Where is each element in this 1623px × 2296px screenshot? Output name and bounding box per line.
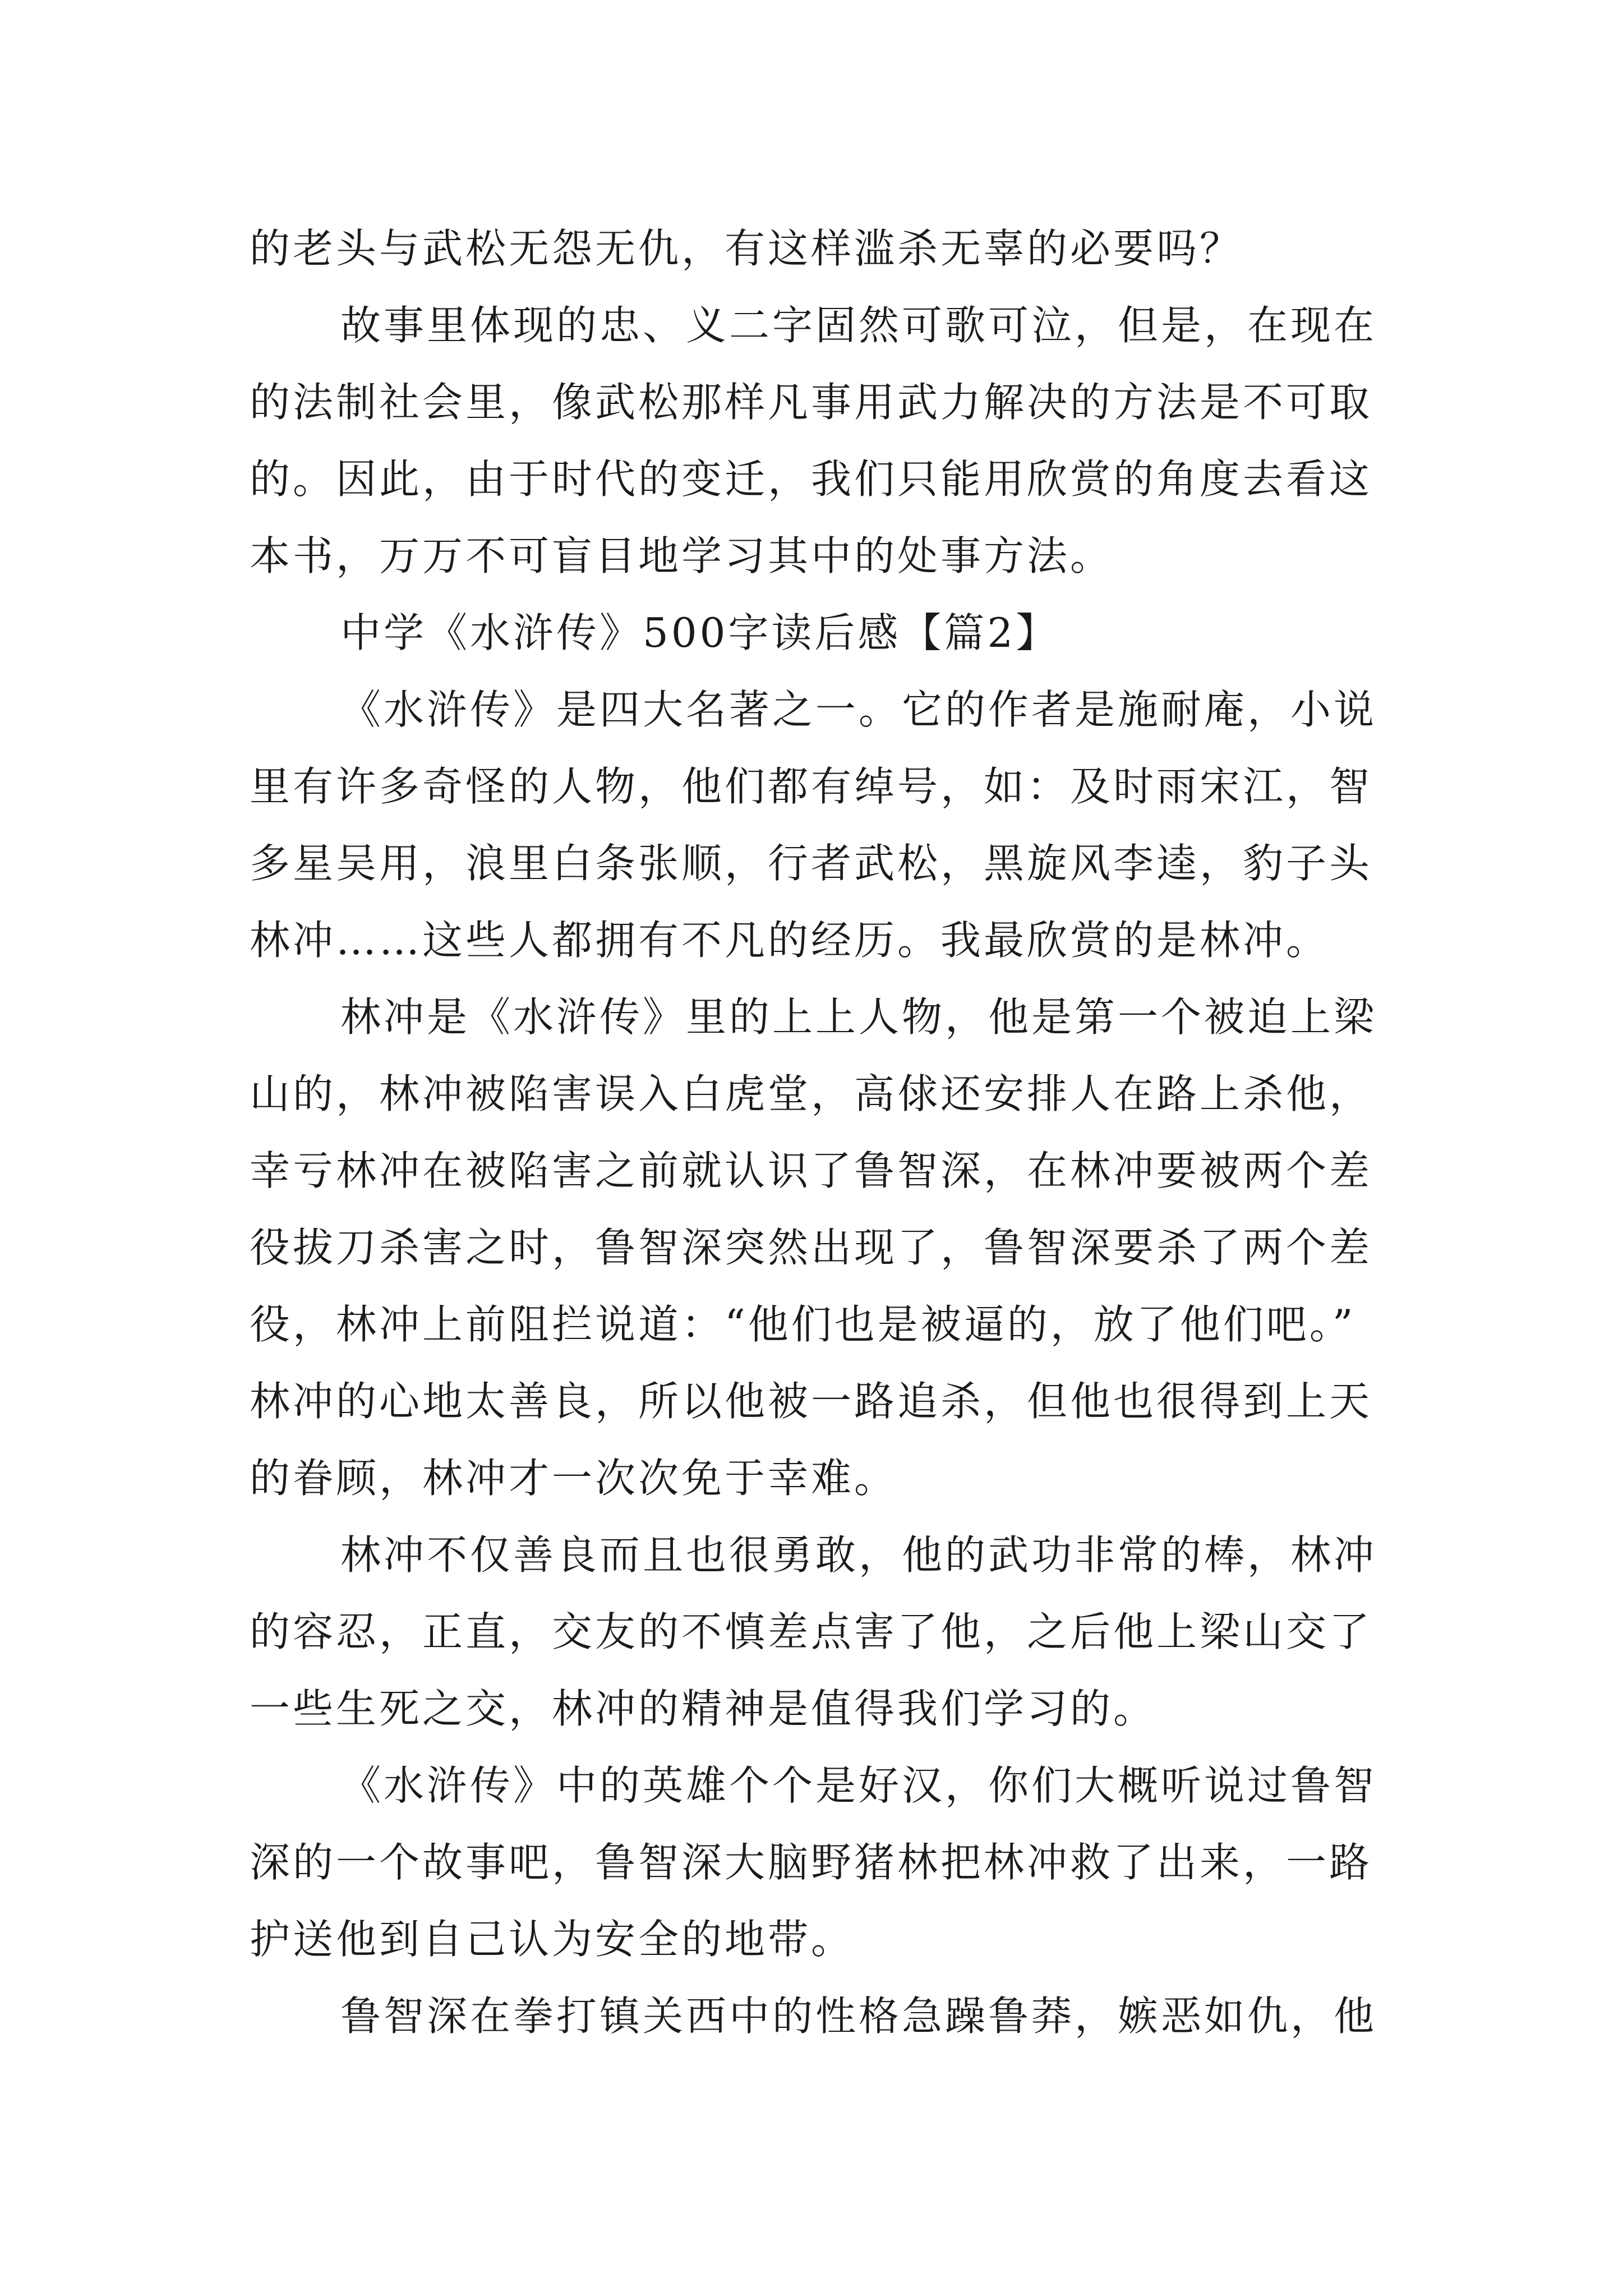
paragraph-start-line: 《水浒传》中的英雄个个是好汉，你们大概听说过鲁智 <box>340 1762 1377 1809</box>
text-line: 役拔刀杀害之时，鲁智深突然出现了，鲁智深要杀了两个差 <box>250 1224 1373 1271</box>
text-line: 的法制社会里，像武松那样凡事用武力解决的方法是不可取 <box>250 379 1373 426</box>
paragraph-start-line: 鲁智深在拳打镇关西中的性格急躁鲁莽，嫉恶如仇，他 <box>340 1993 1377 2040</box>
text-line: 林冲……这些人都拥有不凡的经历。我最欣赏的是林冲。 <box>250 917 1330 964</box>
text-line: 的。因此，由于时代的变迁，我们只能用欣赏的角度去看这 <box>250 455 1373 503</box>
text-line: 护送他到自己认为安全的地带。 <box>250 1916 855 1963</box>
section-heading: 中学《水浒传》500字读后感【篇2】 <box>340 609 1059 656</box>
text-line: 本书，万万不可盲目地学习其中的处事方法。 <box>250 532 1114 579</box>
text-line: 林冲的心地太善良，所以他被一路追杀，但他也很得到上天 <box>250 1378 1373 1425</box>
paragraph-start-line: 林冲是《水浒传》里的上上人物，他是第一个被迫上梁 <box>340 993 1377 1041</box>
text-line: 幸亏林冲在被陷害之前就认识了鲁智深，在林冲要被两个差 <box>250 1147 1373 1194</box>
text-line: 的老头与武松无怨无仇，有这样滥杀无辜的必要吗？ <box>250 225 1243 272</box>
paragraph-start-line: 《水浒传》是四大名著之一。它的作者是施耐庵，小说 <box>340 686 1377 733</box>
text-line: 一些生死之交，林冲的精神是值得我们学习的。 <box>250 1685 1157 1732</box>
text-line: 的眷顾，林冲才一次次免于幸难。 <box>250 1455 898 1502</box>
paragraph-start-line: 故事里体现的忠、义二字固然可歌可泣，但是，在现在 <box>340 302 1377 349</box>
text-line: 役，林冲上前阻拦说道：“他们也是被逼的，放了他们吧。” <box>250 1301 1356 1348</box>
text-line: 山的，林冲被陷害误入白虎堂，高俅还安排人在路上杀他， <box>250 1070 1373 1117</box>
text-line: 的容忍，正直，交友的不慎差点害了他，之后他上梁山交了 <box>250 1608 1373 1655</box>
paragraph-start-line: 林冲不仅善良而且也很勇敢，他的武功非常的棒，林冲 <box>340 1531 1377 1579</box>
text-line: 里有许多奇怪的人物，他们都有绰号，如：及时雨宋江，智 <box>250 763 1373 810</box>
document-body <box>250 210 1377 2055</box>
text-line: 深的一个故事吧，鲁智深大脑野猪林把林冲救了出来，一路 <box>250 1839 1373 1886</box>
text-line: 多星吴用，浪里白条张顺，行者武松，黑旋风李逵，豹子头 <box>250 840 1373 887</box>
